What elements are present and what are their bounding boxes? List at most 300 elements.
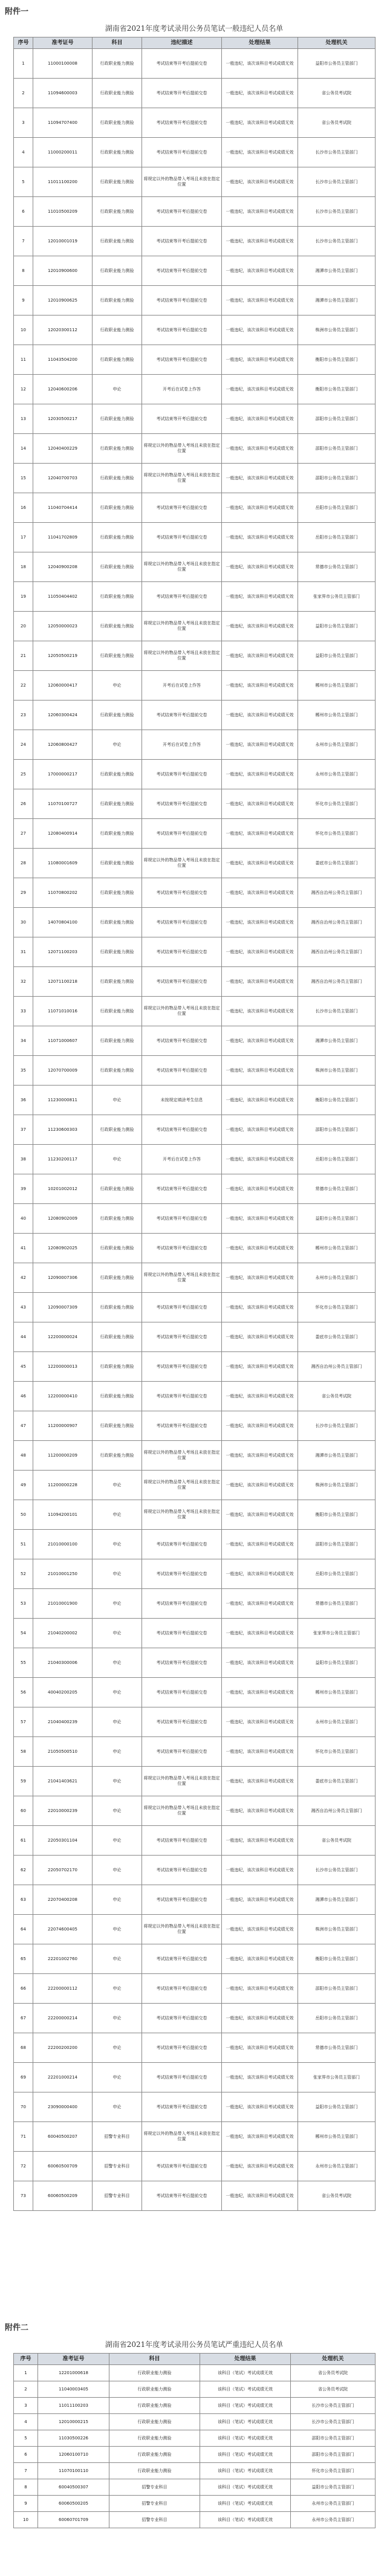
table-cell: 考试结束等开考后提前交卷 — [142, 1530, 222, 1559]
table-cell: 考试结束等开考后提前交卷 — [142, 1352, 222, 1382]
table-cell: 娄底市公务员主管部门 — [298, 849, 376, 878]
table-cell: 12010000215 — [38, 2414, 109, 2430]
table-cell: 考试结束等开考后提前交卷 — [142, 316, 222, 345]
table-cell: 将规定以外的物品带入考场且未放在指定位置 — [142, 464, 222, 493]
table-cell: 22050702170 — [33, 1856, 93, 1885]
table-row — [14, 1322, 376, 1352]
table-cell: 15 — [14, 464, 33, 493]
table-cell: 21050500510 — [33, 1737, 93, 1767]
table-cell: 21041403621 — [33, 1767, 93, 1796]
table-cell: 一般违纪，该次该科目考试成绩无效 — [222, 256, 298, 286]
table-cell: 17000000217 — [33, 760, 93, 789]
table-cell: 考试结束等开考后提前交卷 — [142, 1115, 222, 1145]
table-cell: 怀化市公务员主管部门 — [298, 789, 376, 819]
table-row — [14, 404, 376, 434]
table-row — [14, 1885, 376, 1915]
table-row — [14, 1500, 376, 1530]
table-cell: 59 — [14, 1767, 33, 1796]
table-cell: 永州市公务员主管部门 — [291, 2496, 376, 2512]
table-cell: 申论 — [93, 1678, 142, 1707]
table-cell: 考试结束等开考后提前交卷 — [142, 819, 222, 849]
table-cell: 39 — [14, 1174, 33, 1204]
table-cell: 衡阳市公务员主管部门 — [298, 1500, 376, 1530]
table-cell: 申论 — [93, 1767, 142, 1796]
table-cell: 19 — [14, 582, 33, 612]
table-row — [14, 1204, 376, 1234]
table-cell: 12060800427 — [33, 730, 93, 760]
table-cell: 一般违纪，该次该科目考试成绩无效 — [222, 1589, 298, 1619]
table-cell: 娄底市公务员主管部门 — [298, 1767, 376, 1796]
table-cell: 长沙市公务员主管部门 — [291, 2414, 376, 2430]
table-cell: 申论 — [93, 375, 142, 404]
table-cell: 衡阳市公务员主管部门 — [298, 345, 376, 375]
table-cell: 一般违纪，该次该科目考试成绩无效 — [222, 641, 298, 671]
table-cell: 申论 — [93, 2033, 142, 2063]
table-cell: 娄底市公务员主管部门 — [298, 1322, 376, 1352]
table-row — [14, 2181, 376, 2211]
table-cell: 考试结束等开考后提前交卷 — [142, 1322, 222, 1352]
table-cell: 22200000214 — [33, 2004, 93, 2033]
table-cell: 考试结束等开考后提前交卷 — [142, 2004, 222, 2033]
table-cell: 11040003405 — [38, 2381, 109, 2398]
table-cell: 一般违纪，该次该科目考试成绩无效 — [222, 789, 298, 819]
table-cell: 12050000023 — [33, 612, 93, 641]
table-cell: 行政职业能力测验 — [93, 612, 142, 641]
table-cell: 省公务员考试院 — [298, 79, 376, 108]
table-cell: 一般违纪，该次该科目考试成绩无效 — [222, 197, 298, 227]
table-cell: 22050301104 — [33, 1826, 93, 1856]
table-cell: 申论 — [93, 2092, 142, 2122]
table-row — [14, 1826, 376, 1856]
table-cell: 53 — [14, 1589, 33, 1619]
table-cell: 考试结束等开考后提前交卷 — [142, 227, 222, 256]
table-row — [14, 2122, 376, 2152]
table-cell: 考试结束等开考后提前交卷 — [142, 967, 222, 997]
table-row — [14, 2447, 376, 2463]
table-cell: 考试结束等开考后提前交卷 — [142, 1885, 222, 1915]
table-row — [14, 997, 376, 1026]
table-cell: 60060701709 — [38, 2512, 109, 2528]
table-cell: 将规定以外的物品带入考场且未放在指定位置 — [142, 1263, 222, 1293]
table-cell: 一般违纪，该次该科目考试成绩无效 — [222, 1974, 298, 2004]
table-cell: 48 — [14, 1441, 33, 1471]
table-row — [14, 1411, 376, 1441]
table-cell: 怀化市公务员主管部门 — [298, 819, 376, 849]
table-cell: 考试结束等开考后提前交卷 — [142, 1204, 222, 1234]
table-header-row — [14, 2354, 376, 2365]
table-cell: 考试结束等开考后提前交卷 — [142, 49, 222, 79]
table-cell: 50 — [14, 1500, 33, 1530]
table-row — [14, 878, 376, 908]
table-cell: 申论 — [93, 1737, 142, 1767]
table-cell: 将规定以外的物品带入考场且未放在指定位置 — [142, 849, 222, 878]
table-cell: 72 — [14, 2152, 33, 2181]
table-row — [14, 434, 376, 464]
table-cell: 申论 — [93, 1944, 142, 1974]
table-row — [14, 1293, 376, 1322]
table-cell: 一般违纪，该次该科目考试成绩无效 — [222, 1382, 298, 1411]
table-cell: 67 — [14, 2004, 33, 2033]
table-cell: 考试结束等开考后提前交卷 — [142, 493, 222, 523]
table-cell: 省公务员考试院 — [291, 2381, 376, 2398]
table-cell: 一般违纪，该次该科目考试成绩无效 — [222, 1145, 298, 1174]
table-row — [14, 641, 376, 671]
table-cell: 岳阳市公务员主管部门 — [298, 493, 376, 523]
table-cell: 株洲市公务员主管部门 — [298, 1471, 376, 1500]
table-cell: 一般违纪，该次该科目考试成绩无效 — [222, 1530, 298, 1559]
column-header: 准考证号 — [33, 37, 93, 49]
table-cell: 长沙市公务员主管部门 — [298, 197, 376, 227]
table-cell: 65 — [14, 1944, 33, 1974]
table-cell: 行政职业能力测验 — [93, 256, 142, 286]
table-cell: 行政职业能力测验 — [93, 1411, 142, 1441]
table-cell: 21040400239 — [33, 1707, 93, 1737]
column-header: 处理机关 — [298, 37, 376, 49]
table-cell: 益阳市公务员主管部门 — [298, 641, 376, 671]
table-cell: 11011100200 — [33, 167, 93, 197]
table-cell: 湘西自治州公务员主管部门 — [298, 937, 376, 967]
table-cell: 一般违纪，该次该科目考试成绩无效 — [222, 1915, 298, 1944]
table-cell: 22010000239 — [33, 1796, 93, 1826]
table-cell: 行政职业能力测验 — [93, 197, 142, 227]
table-cell: 考试结束等开考后提前交卷 — [142, 1856, 222, 1885]
table-cell: 行政职业能力测验 — [93, 316, 142, 345]
table-cell: 一般违纪，该次该科目考试成绩无效 — [222, 1856, 298, 1885]
table-row — [14, 1174, 376, 1204]
table-cell: 21 — [14, 641, 33, 671]
table-cell: 长沙市公务员主管部门 — [291, 2398, 376, 2414]
table-row — [14, 1471, 376, 1500]
table-cell: 将规定以外的物品带入考场且未放在指定位置 — [142, 1767, 222, 1796]
table-cell: 考试结束等开考后提前交卷 — [142, 345, 222, 375]
table-cell: 22201000214 — [33, 2063, 93, 2092]
table-cell: 湘潭市公务员主管部门 — [298, 1441, 376, 1471]
table-cell: 一般违纪，该次该科目考试成绩无效 — [222, 1678, 298, 1707]
table-cell: 21040300006 — [33, 1648, 93, 1678]
table-row — [14, 1944, 376, 1974]
table-row — [14, 1648, 376, 1678]
table-cell: 考试结束等开考后提前交卷 — [142, 2033, 222, 2063]
table-cell: 一般违纪，该次该科目考试成绩无效 — [222, 1885, 298, 1915]
table-row — [14, 1619, 376, 1648]
annex-two-section — [13, 2339, 375, 2528]
table-cell: 考试结束等开考后提前交卷 — [142, 1382, 222, 1411]
table-cell: 52 — [14, 1559, 33, 1589]
table-cell: 申论 — [93, 1707, 142, 1737]
table-cell: 一般违纪，该次该科目考试成绩无效 — [222, 108, 298, 138]
table-cell: 9 — [14, 2496, 38, 2512]
table-cell: 一般违纪，该次该科目考试成绩无效 — [222, 671, 298, 701]
table-cell: 考试结束等开考后提前交卷 — [142, 1411, 222, 1441]
table-cell: 将规定以外的物品带入考场且未放在指定位置 — [142, 1796, 222, 1826]
table-cell: 行政职业能力测验 — [93, 1441, 142, 1471]
table-cell: 12080902009 — [33, 1204, 93, 1234]
table-cell: 衡阳市公务员主管部门 — [298, 1944, 376, 1974]
table-cell: 一般违纪，该次该科目考试成绩无效 — [222, 2063, 298, 2092]
table-cell: 行政职业能力测验 — [93, 1234, 142, 1263]
table-cell: 申论 — [93, 2004, 142, 2033]
table-cell: 13 — [14, 404, 33, 434]
table-cell: 一般违纪，该次该科目考试成绩无效 — [222, 1796, 298, 1826]
table-row — [14, 1767, 376, 1796]
table-cell: 2 — [14, 2381, 38, 2398]
table-cell: 怀化市公务员主管部门 — [291, 2463, 376, 2479]
table-row — [14, 2365, 376, 2381]
table-cell: 11200000228 — [33, 1471, 93, 1500]
table-cell: 11080001609 — [33, 849, 93, 878]
table-row — [14, 464, 376, 493]
table-cell: 21010000100 — [33, 1530, 93, 1559]
table-cell: 邵阳市公务员主管部门 — [291, 2447, 376, 2463]
table-cell: 一般违纪，该次该科目考试成绩无效 — [222, 1411, 298, 1441]
table-cell: 12060000417 — [33, 671, 93, 701]
table-row — [14, 789, 376, 819]
column-header: 处理结果 — [200, 2354, 291, 2365]
table-cell: 将规定以外的物品带入考场且未放在指定位置 — [142, 1915, 222, 1944]
table-cell: 考试结束等开考后提前交卷 — [142, 2063, 222, 2092]
table-cell: 68 — [14, 2033, 33, 2063]
table-cell: 62 — [14, 1856, 33, 1885]
table-cell: 该科目（笔试）考试成绩无效 — [200, 2463, 291, 2479]
table-cell: 省公务员考试院 — [298, 108, 376, 138]
table-cell: 23 — [14, 701, 33, 730]
table-cell: 一般违纪，该次该科目考试成绩无效 — [222, 523, 298, 552]
table-cell: 11200000907 — [33, 1411, 93, 1441]
table-cell: 该科目（笔试）考试成绩无效 — [200, 2414, 291, 2430]
table-cell: 一般违纪，该次该科目考试成绩无效 — [222, 167, 298, 197]
table-cell: 永州市公务员主管部门 — [298, 1707, 376, 1737]
table-cell: 考试结束等开考后提前交卷 — [142, 256, 222, 286]
table-cell: 6 — [14, 2447, 38, 2463]
table-row — [14, 2398, 376, 2414]
table-row — [14, 1352, 376, 1382]
table-cell: 常德市公务员主管部门 — [298, 2033, 376, 2063]
table-cell: 考试结束等开考后提前交卷 — [142, 1026, 222, 1056]
table-cell: 行政职业能力测验 — [93, 49, 142, 79]
table-row — [14, 1796, 376, 1826]
table-row — [14, 701, 376, 730]
table-cell: 考试结束等开考后提前交卷 — [142, 878, 222, 908]
table-cell: 申论 — [93, 1086, 142, 1115]
table-cell: 郴州市公务员主管部门 — [298, 1678, 376, 1707]
table-row — [14, 1737, 376, 1767]
table-cell: 长沙市公务员主管部门 — [298, 1856, 376, 1885]
table-cell: 42 — [14, 1263, 33, 1293]
table-row — [14, 2004, 376, 2033]
table-cell: 1 — [14, 49, 33, 79]
table-row — [14, 2512, 376, 2528]
table-cell: 一般违纪，该次该科目考试成绩无效 — [222, 701, 298, 730]
table-cell: 一般违纪，该次该科目考试成绩无效 — [222, 1826, 298, 1856]
table-row — [14, 1589, 376, 1619]
table-cell: 行政职业能力测验 — [109, 2447, 200, 2463]
table-cell: 11070100727 — [33, 789, 93, 819]
table-cell: 行政职业能力测验 — [93, 1204, 142, 1234]
table-row — [14, 1678, 376, 1707]
table-cell: 11041702809 — [33, 523, 93, 552]
table-cell: 行政职业能力测验 — [93, 641, 142, 671]
table-cell: 一般违纪，该次该科目考试成绩无效 — [222, 404, 298, 434]
table-cell: 开考后在试卷上作答 — [142, 1145, 222, 1174]
table-cell: 行政职业能力测验 — [93, 493, 142, 523]
table-cell: 37 — [14, 1115, 33, 1145]
table-cell: 将规定以外的物品带入考场且未放在指定位置 — [142, 552, 222, 582]
table-cell: 43 — [14, 1293, 33, 1322]
table-row — [14, 908, 376, 937]
table-cell: 12 — [14, 375, 33, 404]
table-cell: 行政职业能力测验 — [109, 2381, 200, 2398]
table-cell: 益阳市公务员主管部门 — [291, 2479, 376, 2496]
table-cell: 12050500219 — [33, 641, 93, 671]
table-row — [14, 2479, 376, 2496]
table-cell: 行政职业能力测验 — [93, 760, 142, 789]
table-row — [14, 227, 376, 256]
table-cell: 湘西自治州公务员主管部门 — [298, 967, 376, 997]
table-cell: 常德市公务员主管部门 — [298, 1589, 376, 1619]
table-cell: 7 — [14, 2463, 38, 2479]
table-cell: 益阳市公务员主管部门 — [298, 612, 376, 641]
table-cell: 招警专业科目 — [93, 2122, 142, 2152]
table-cell: 开考后在试卷上作答 — [142, 730, 222, 760]
table-cell: 一般违纪，该次该科目考试成绩无效 — [222, 730, 298, 760]
table-cell: 一般违纪，该次该科目考试成绩无效 — [222, 849, 298, 878]
table-row — [14, 937, 376, 967]
table-cell: 申论 — [93, 1530, 142, 1559]
table-cell: 申论 — [93, 1915, 142, 1944]
table-cell: 行政职业能力测验 — [93, 1293, 142, 1322]
table-cell: 考试结束等开考后提前交卷 — [142, 1974, 222, 2004]
table-cell: 28 — [14, 849, 33, 878]
table-cell: 33 — [14, 997, 33, 1026]
table-cell: 考试结束等开考后提前交卷 — [142, 1737, 222, 1767]
table-cell: 一般违纪，该次该科目考试成绩无效 — [222, 908, 298, 937]
table-row — [14, 2496, 376, 2512]
table-cell: 考试结束等开考后提前交卷 — [142, 523, 222, 552]
table-cell: 一般违纪，该次该科目考试成绩无效 — [222, 1293, 298, 1322]
column-header: 序号 — [14, 37, 33, 49]
table-cell: 考试结束等开考后提前交卷 — [142, 760, 222, 789]
table-cell: 12060300424 — [33, 701, 93, 730]
table-cell: 3 — [14, 108, 33, 138]
table-cell: 一般违纪，该次该科目考试成绩无效 — [222, 878, 298, 908]
annex-one-label: 附件一 — [5, 7, 29, 16]
table-row — [14, 612, 376, 641]
table-cell: 长沙市公务员主管部门 — [298, 138, 376, 167]
table-cell: 22201002760 — [33, 1944, 93, 1974]
table-cell: 益阳市公务员主管部门 — [298, 1648, 376, 1678]
table-cell: 该科目（笔试）考试成绩无效 — [200, 2512, 291, 2528]
table-cell: 将规定以外的物品带入考场且未放在指定位置 — [142, 1471, 222, 1500]
table-cell: 一般违纪，该次该科目考试成绩无效 — [222, 2033, 298, 2063]
table-cell: 64 — [14, 1915, 33, 1944]
table-cell: 一般违纪，该次该科目考试成绩无效 — [222, 1619, 298, 1648]
column-header: 科目 — [109, 2354, 200, 2365]
table-cell: 永州市公务员主管部门 — [298, 1263, 376, 1293]
table-cell: 考试结束等开考后提前交卷 — [142, 286, 222, 316]
table-cell: 12020300112 — [33, 316, 93, 345]
table-row — [14, 760, 376, 789]
table-cell: 永州市公务员主管部门 — [298, 760, 376, 789]
table-cell: 考试结束等开考后提前交卷 — [142, 789, 222, 819]
table-cell: 招警专业科目 — [109, 2479, 200, 2496]
table-row — [14, 1086, 376, 1115]
table-cell: 常德市公务员主管部门 — [298, 552, 376, 582]
table-cell: 考试结束等开考后提前交卷 — [142, 582, 222, 612]
table-cell: 长沙市公务员主管部门 — [298, 997, 376, 1026]
table-cell: 6 — [14, 197, 33, 227]
table-cell: 11094707400 — [33, 108, 93, 138]
table-cell: 邵阳市公务员主管部门 — [298, 434, 376, 464]
table-cell: 一般违纪，该次该科目考试成绩无效 — [222, 1944, 298, 1974]
table-cell: 考试结束等开考后提前交卷 — [142, 2181, 222, 2211]
table-row — [14, 1856, 376, 1885]
table-cell: 一般违纪，该次该科目考试成绩无效 — [222, 434, 298, 464]
table-cell: 行政职业能力测验 — [93, 523, 142, 552]
table-cell: 考试结束等开考后提前交卷 — [142, 108, 222, 138]
table-cell: 申论 — [93, 1500, 142, 1530]
table-cell: 11094600003 — [33, 79, 93, 108]
table-cell: 行政职业能力测验 — [93, 286, 142, 316]
table-cell: 11030500226 — [38, 2430, 109, 2447]
table-cell: 3 — [14, 2398, 38, 2414]
table-row — [14, 730, 376, 760]
table-row — [14, 1115, 376, 1145]
table-row — [14, 493, 376, 523]
violation-table-general — [13, 37, 376, 2211]
table-row — [14, 2381, 376, 2398]
table-cell: 考试结束等开考后提前交卷 — [142, 1559, 222, 1589]
table-cell: 湘西自治州公务员主管部门 — [298, 908, 376, 937]
column-header: 违纪描述 — [142, 37, 222, 49]
table-cell: 行政职业能力测验 — [93, 1174, 142, 1204]
table-row — [14, 2063, 376, 2092]
table-cell: 12010900625 — [33, 286, 93, 316]
table-row — [14, 79, 376, 108]
table-cell: 一般违纪，该次该科目考试成绩无效 — [222, 1500, 298, 1530]
table-cell: 8 — [14, 256, 33, 286]
table-cell: 一般违纪，该次该科目考试成绩无效 — [222, 1263, 298, 1293]
table-cell: 湘西自治州公务员主管部门 — [298, 1796, 376, 1826]
table-cell: 11230600303 — [33, 1115, 93, 1145]
table-cell: 考试结束等开考后提前交卷 — [142, 908, 222, 937]
table-cell: 招警专业科目 — [93, 2181, 142, 2211]
column-header: 准考证号 — [38, 2354, 109, 2365]
table-row — [14, 2414, 376, 2430]
table-cell: 63 — [14, 1885, 33, 1915]
table-cell: 22200000112 — [33, 1974, 93, 2004]
table-cell: 将规定以外的物品带入考场且未放在指定位置 — [142, 434, 222, 464]
table-cell: 行政职业能力测验 — [93, 1263, 142, 1293]
table-cell: 一般违纪，该次该科目考试成绩无效 — [222, 819, 298, 849]
table-cell: 12060100710 — [38, 2447, 109, 2463]
table-row — [14, 967, 376, 997]
table-cell: 12080902025 — [33, 1234, 93, 1263]
table-cell: 省公务员考试院 — [298, 1382, 376, 1411]
table-row — [14, 375, 376, 404]
table-cell: 长沙市公务员主管部门 — [298, 167, 376, 197]
table-cell: 一般违纪，该次该科目考试成绩无效 — [222, 375, 298, 404]
table-row — [14, 1559, 376, 1589]
table-cell: 省公务员考试院 — [298, 2181, 376, 2211]
table-cell: 行政职业能力测验 — [93, 552, 142, 582]
table-cell: 考试结束等开考后提前交卷 — [142, 937, 222, 967]
table-cell: 怀化市公务员主管部门 — [298, 1737, 376, 1767]
table-row — [14, 2092, 376, 2122]
table-cell: 31 — [14, 937, 33, 967]
table-cell: 9 — [14, 286, 33, 316]
table-cell: 12071100218 — [33, 967, 93, 997]
table-cell: 行政职业能力测验 — [93, 1056, 142, 1086]
